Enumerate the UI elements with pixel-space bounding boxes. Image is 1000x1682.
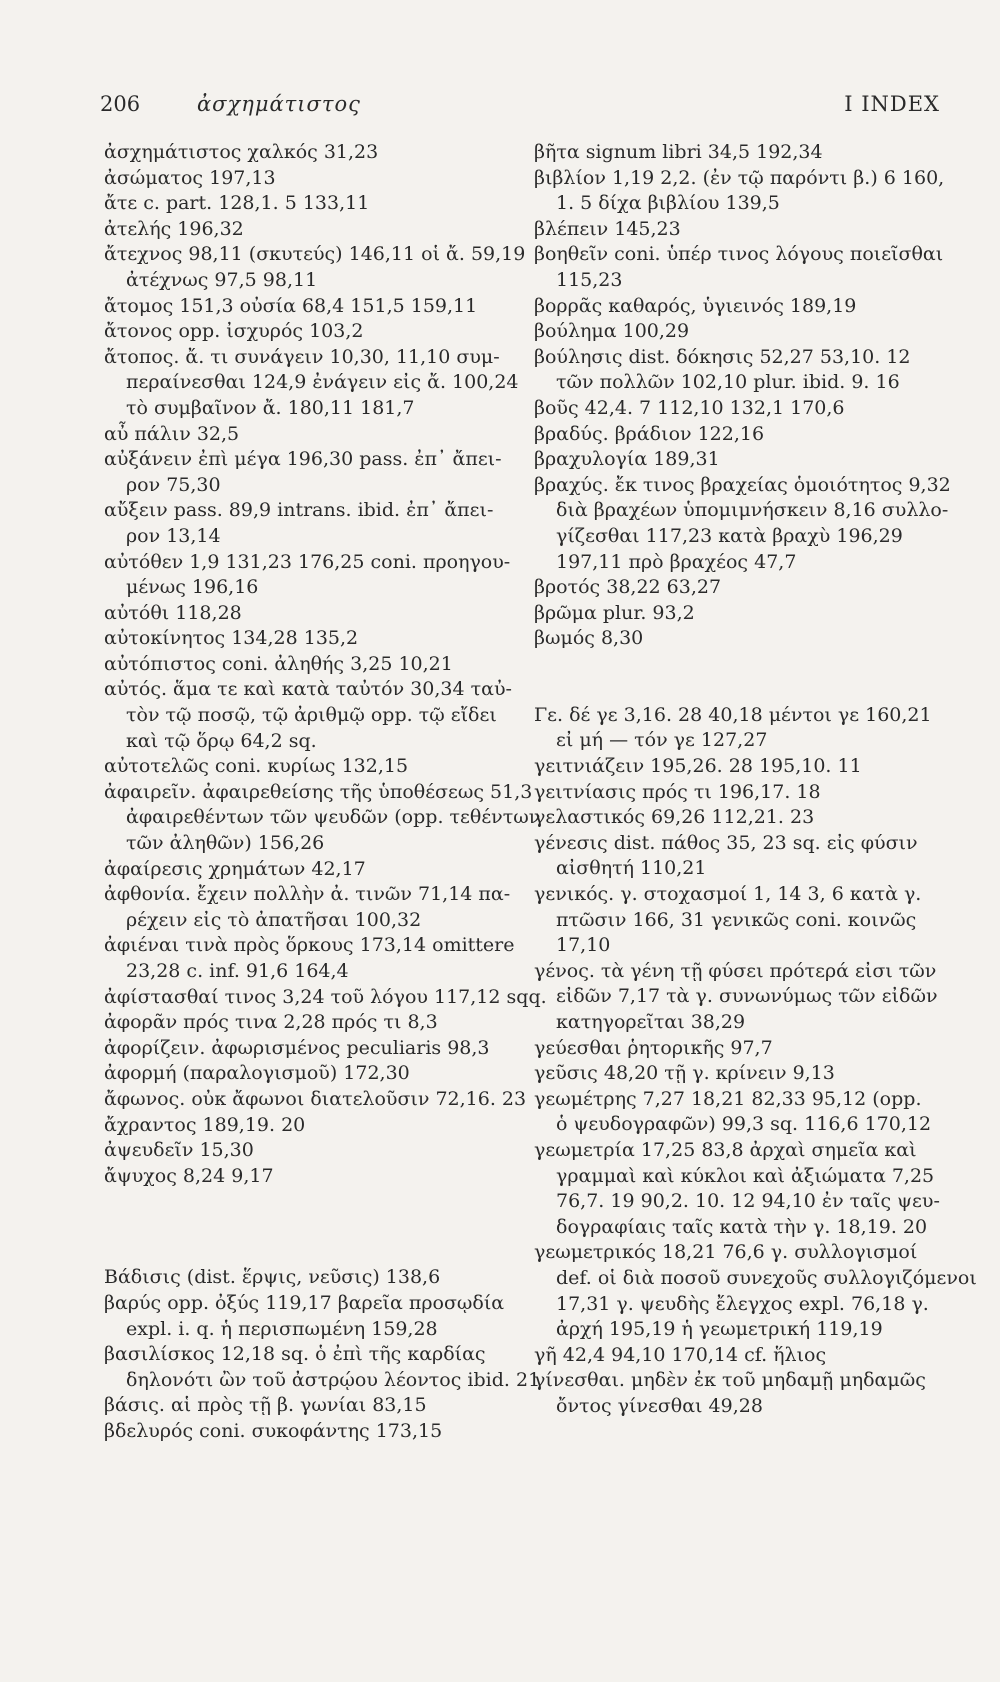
index-entry: ἀφορμή (παραλογισμοῦ) 172,30 bbox=[104, 1062, 410, 1085]
index-entry: βωμός 8,30 bbox=[534, 627, 644, 650]
index-entry: ἀφορίζειν. ἀφωρισμένος peculiaris 98,3 bbox=[104, 1036, 490, 1059]
index-entry-continuation: 17,31 γ. ψευδὴς ἔλεγχος expl. 76,18 γ. bbox=[556, 1292, 929, 1315]
index-entry: βούλημα 100,29 bbox=[534, 320, 690, 343]
index-entry: γεωμέτρης 7,27 18,21 82,33 95,12 (opp. bbox=[534, 1087, 922, 1110]
index-entry: γειτνιάζειν 195,26. 28 195,10. 11 bbox=[534, 755, 862, 778]
index-entry-continuation: ὁ ψευδογραφῶν) 99,3 sq. 116,6 170,12 bbox=[556, 1113, 932, 1136]
right-column bbox=[534, 140, 977, 1420]
index-entry-continuation: μένως 196,16 bbox=[126, 576, 259, 599]
index-entry-continuation: 115,23 bbox=[556, 268, 623, 291]
index-entry: γῆ 42,4 94,10 170,14 cf. ἥλιος bbox=[534, 1343, 827, 1366]
index-entry-continuation: 1. 5 δίχα βιβλίου 139,5 bbox=[556, 192, 780, 215]
index-entry: γένεσις dist. πάθος 35, 23 sq. εἰς φύσιν bbox=[534, 831, 918, 854]
index-entry: ἀσχημάτιστος χαλκός 31,23 bbox=[104, 141, 379, 163]
index-entry: ἀσώματος 197,13 bbox=[104, 166, 276, 189]
index-entry-continuation: γραμμαὶ καὶ κύκλοι καὶ ἀξιώματα 7,25 bbox=[556, 1164, 935, 1187]
index-entry-continuation: ἀτέχνως 97,5 98,11 bbox=[126, 268, 318, 291]
index-entry-continuation: περαίνεσθαι 124,9 ἐνάγειν εἰς ἄ. 100,24 bbox=[126, 371, 519, 394]
index-entry-continuation: ρέχειν εἰς τὸ ἀπατῆσαι 100,32 bbox=[126, 908, 422, 931]
page-number: 206 bbox=[100, 92, 141, 116]
index-entry: γένος. τὰ γένη τῇ φύσει πρότερά εἰσι τῶν bbox=[534, 959, 937, 982]
page-header bbox=[100, 92, 940, 122]
index-entry: ἀφθονία. ἔχειν πολλὴν ἀ. τινῶν 71,14 πα- bbox=[104, 883, 511, 906]
index-entry: ἀφορᾶν πρός τινα 2,28 πρός τι 8,3 bbox=[104, 1011, 438, 1034]
index-entry-continuation: ἀρχή 195,19 ἡ γεωμετρική 119,19 bbox=[556, 1318, 883, 1341]
index-entry: αὔξειν pass. 89,9 intrans. ibid. ἐπ᾽ ἄπει- bbox=[104, 499, 494, 522]
index-entry: βοῦς 42,4. 7 112,10 132,1 170,6 bbox=[534, 396, 845, 419]
index-entry: βραδύς. βράδιον 122,16 bbox=[534, 422, 765, 445]
index-entry-continuation: διὰ βραχέων ὑπομιμνήσκειν 8,16 συλλο- bbox=[556, 499, 949, 522]
index-entry: βλέπειν 145,23 bbox=[534, 217, 681, 240]
index-entry: ἀφίστασθαί τινος 3,24 τοῦ λόγου 117,12 sqq. bbox=[104, 985, 547, 1008]
index-entry: βορρᾶς καθαρός, ὑγιεινός 189,19 bbox=[534, 294, 857, 317]
index-entry: αὐτόπιστος coni. ἀληθής 3,25 10,21 bbox=[104, 652, 453, 675]
index-entry-continuation: 197,11 πρὸ βραχέος 47,7 bbox=[556, 550, 797, 573]
index-entry: βοηθεῖν coni. ὑπέρ τινος λόγους ποιεῖσθαι bbox=[534, 243, 944, 266]
index-entry: βραχυλογία 189,31 bbox=[534, 448, 720, 471]
index-entry: βιβλίον 1,19 2,2. (ἐν τῷ παρόντι β.) 6 160, bbox=[534, 166, 945, 189]
index-entry: γεωμετρικός 18,21 76,6 γ. συλλογισμοί bbox=[534, 1241, 918, 1264]
index-entry: αὐξάνειν ἐπὶ μέγα 196,30 pass. ἐπ᾽ ἄπει- bbox=[104, 448, 502, 471]
index-entry: ἄχραντος 189,19. 20 bbox=[104, 1113, 306, 1136]
index-entry: βούλησις dist. δόκησις 52,27 53,10. 12 bbox=[534, 345, 911, 368]
index-entry-continuation: ρον 13,14 bbox=[126, 524, 221, 547]
index-entry: αὐτοκίνητος 134,28 135,2 bbox=[104, 627, 359, 650]
index-entry: αὐτοτελῶς coni. κυρίως 132,15 bbox=[104, 755, 409, 778]
index-entry-continuation: τῶν πολλῶν 102,10 plur. ibid. 9. 16 bbox=[556, 371, 900, 394]
index-entry: ἄτοπος. ἄ. τι συνάγειν 10,30, 11,10 συμ- bbox=[104, 345, 500, 368]
running-headword: ἀσχημάτιστος bbox=[197, 92, 361, 116]
section-title: I INDEX bbox=[844, 92, 940, 116]
index-entry-continuation: τὸν τῷ ποσῷ, τῷ ἀριθμῷ opp. τῷ εἴδει bbox=[126, 704, 497, 727]
index-entry-continuation: καὶ τῷ ὅρῳ 64,2 sq. bbox=[126, 729, 317, 752]
index-entry: ἄφωνος. οὐκ ἄφωνοι διατελοῦσιν 72,16. 23 bbox=[104, 1087, 527, 1110]
index-entry-continuation: τὸ συμβαῖνον ἄ. 180,11 181,7 bbox=[126, 396, 415, 419]
index-entry-continuation: εἰδῶν 7,17 τὰ γ. συνωνύμως τῶν εἰδῶν bbox=[556, 985, 938, 1008]
index-entry: αὐτός. ἅμα τε καὶ κατὰ ταὐτόν 30,34 ταὐ- bbox=[104, 678, 512, 701]
index-entry-continuation: expl. i. q. ἡ περισπωμένη 159,28 bbox=[126, 1317, 438, 1340]
index-entry-continuation: δηλονότι ὢν τοῦ ἀστρῴου λέοντος ibid. 21 bbox=[126, 1368, 541, 1391]
index-entry: Βάδισις (dist. ἕρψις, νεῦσις) 138,6 bbox=[104, 1266, 441, 1289]
index-entry-continuation: 76,7. 19 90,2. 10. 12 94,10 ἐν ταῖς ψευ- bbox=[556, 1190, 940, 1213]
index-entry: γεῦσις 48,20 τῇ γ. κρίνειν 9,13 bbox=[534, 1062, 835, 1085]
section-gap bbox=[534, 652, 954, 703]
index-entry: ἀψευδεῖν 15,30 bbox=[104, 1139, 254, 1162]
index-entry: Γε. δέ γε 3,16. 28 40,18 μέντοι γε 160,21 bbox=[534, 703, 932, 726]
index-entry: αὐτόθι 118,28 bbox=[104, 601, 242, 624]
index-entry: ἀτελής 196,32 bbox=[104, 217, 244, 240]
index-entry: βάσις. αἱ πρὸς τῇ β. γωνίαι 83,15 bbox=[104, 1394, 427, 1417]
index-entry: ἀφαίρεσις χρημάτων 42,17 bbox=[104, 857, 366, 880]
index-entry-continuation: ὄντος γίνεσθαι 49,28 bbox=[556, 1394, 763, 1417]
index-entry: ἄτονος opp. ἰσχυρός 103,2 bbox=[104, 320, 364, 343]
index-entry: βροτός 38,22 63,27 bbox=[534, 576, 722, 599]
index-entry: αὐτόθεν 1,9 131,23 176,25 coni. προηγου- bbox=[104, 550, 511, 573]
index-entry: ἄψυχος 8,24 9,17 bbox=[104, 1164, 274, 1187]
index-entry: βραχύς. ἔκ τινος βραχείας ὁμοιότητος 9,32 bbox=[534, 473, 951, 496]
index-entry: γεωμετρία 17,25 83,8 ἀρχαὶ σημεῖα καὶ bbox=[534, 1138, 917, 1161]
index-entry-continuation: δογραφίαις ταῖς κατὰ τὴν γ. 18,19. 20 bbox=[556, 1215, 928, 1238]
index-entry-continuation: ρον 75,30 bbox=[126, 473, 221, 496]
index-entry: γενικός. γ. στοχασμοί 1, 14 3, 6 κατὰ γ. bbox=[534, 883, 922, 906]
index-entry: γίνεσθαι. μηδὲν ἐκ τοῦ μηδαμῇ μηδαμῶς bbox=[534, 1369, 926, 1392]
index-entry: βαρύς opp. ὀξύς 119,17 βαρεῖα προσῳδία bbox=[104, 1291, 505, 1314]
index-entry-continuation: εἰ μή — τόν γε 127,27 bbox=[556, 729, 768, 752]
index-entry: βδελυρός coni. συκοφάντης 173,15 bbox=[104, 1419, 443, 1442]
index-entry: γελαστικός 69,26 112,21. 23 bbox=[534, 806, 815, 829]
index-entry: ἀφαιρεῖν. ἀφαιρεθείσης τῆς ὑποθέσεως 51,3 bbox=[104, 780, 533, 803]
index-entry: ἄτε c. part. 128,1. 5 133,11 bbox=[104, 192, 370, 215]
index-entry-continuation: τῶν ἀληθῶν) 156,26 bbox=[126, 832, 325, 855]
index-entry-continuation: αἰσθητή 110,21 bbox=[556, 857, 707, 880]
index-entry: αὖ πάλιν 32,5 bbox=[104, 422, 240, 445]
index-entry: γεύεσθαι ῥητορικῆς 97,7 bbox=[534, 1036, 773, 1059]
index-entry: βῆτα signum libri 34,5 192,34 bbox=[534, 141, 823, 163]
index-entry-continuation: ἀφαιρεθέντων τῶν ψευδῶν (opp. τεθέντων bbox=[126, 806, 541, 829]
index-entry-continuation: 23,28 c. inf. 91,6 164,4 bbox=[126, 960, 349, 982]
left-column bbox=[104, 140, 547, 1445]
index-entry: γειτνίασις πρός τι 196,17. 18 bbox=[534, 780, 821, 803]
index-entry: ἄτεχνος 98,11 (σκυτεύς) 146,11 οἱ ἄ. 59,19 bbox=[104, 243, 526, 266]
index-entry-continuation: def. οἱ διὰ ποσοῦ συνεχοῦς συλλογιζόμενοι bbox=[556, 1266, 977, 1289]
index-entry: ἄτομος 151,3 οὐσία 68,4 151,5 159,11 bbox=[104, 294, 478, 317]
index-entry-continuation: κατηγορεῖται 38,29 bbox=[556, 1011, 746, 1033]
index-entry-continuation: γίζεσθαι 117,23 κατὰ βραχὺ 196,29 bbox=[556, 524, 903, 547]
index-entry: ἀφιέναι τινὰ πρὸς ὅρκους 173,14 omittere bbox=[104, 934, 515, 957]
section-gap bbox=[104, 1189, 524, 1265]
index-entry: βασιλίσκος 12,18 sq. ὁ ἐπὶ τῆς καρδίας bbox=[104, 1343, 486, 1366]
index-entry-continuation: πτῶσιν 166, 31 γενικῶς coni. κοινῶς bbox=[556, 908, 917, 931]
index-entry-continuation: 17,10 bbox=[556, 934, 611, 957]
index-entry: βρῶμα plur. 93,2 bbox=[534, 601, 695, 624]
